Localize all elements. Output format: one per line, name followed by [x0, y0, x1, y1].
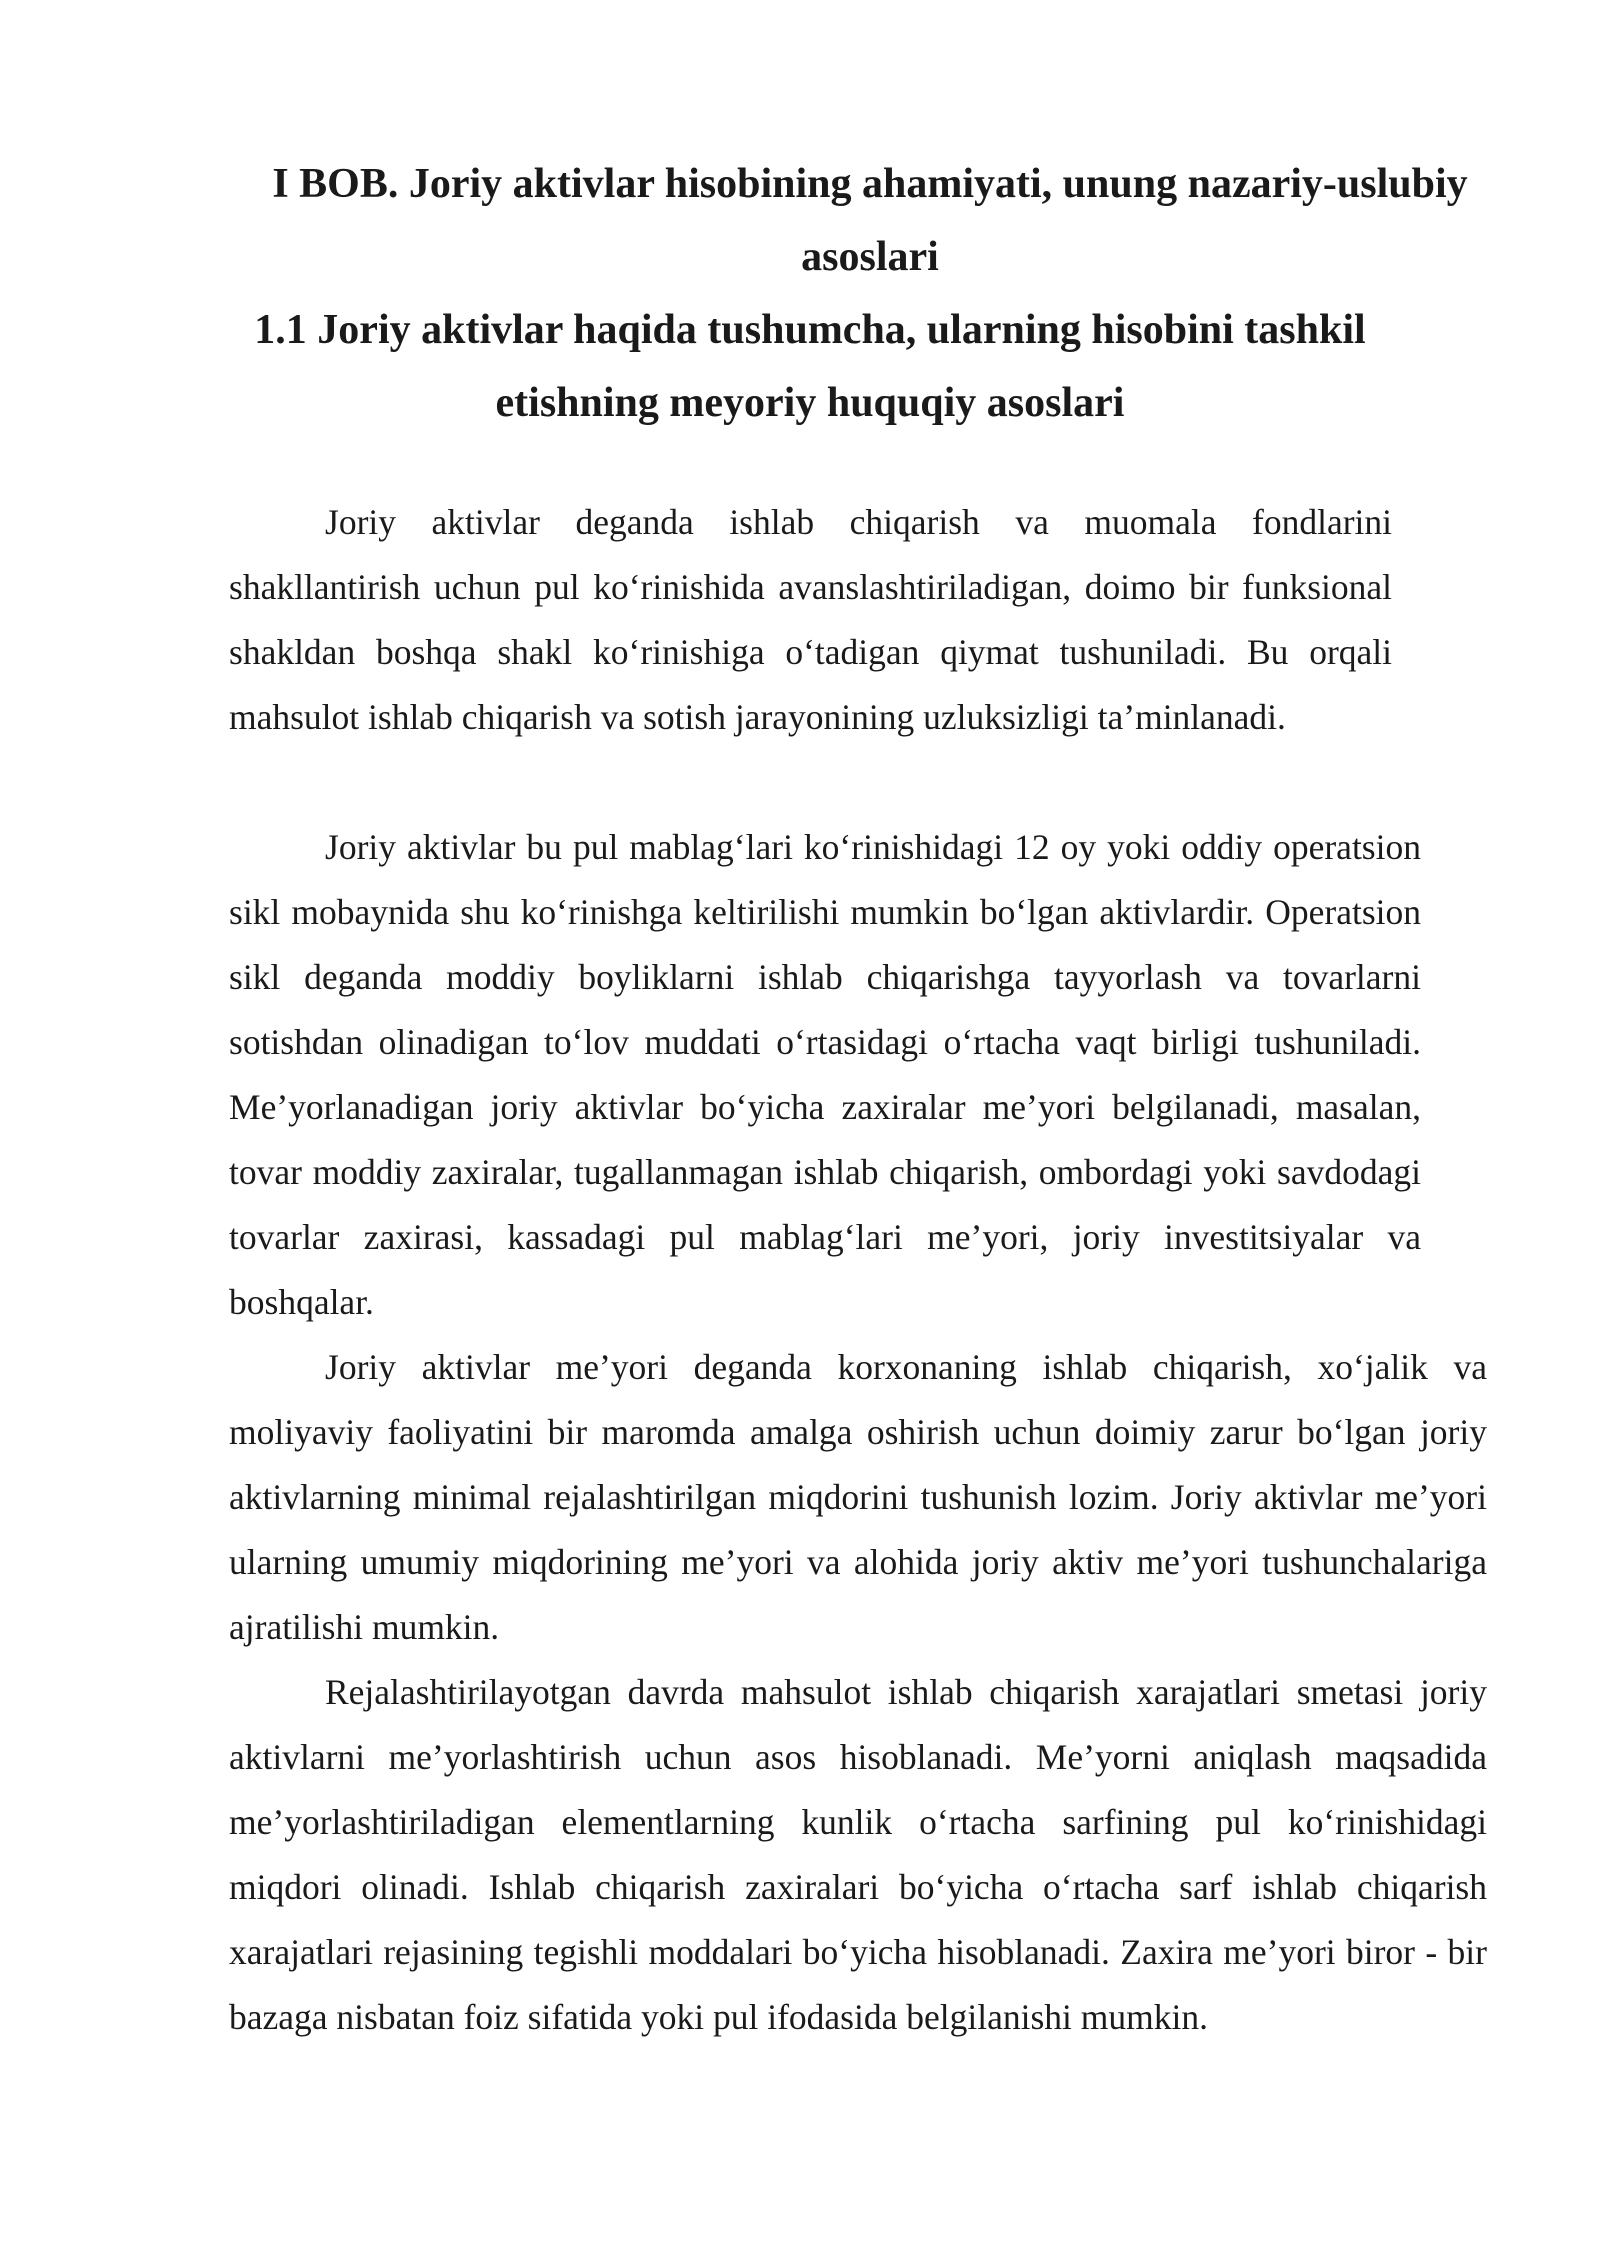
section-title: 1.1 Joriy aktivlar haqida tushumcha, ularning hisobini tashkil etishning meyoriy huquqiy asoslari	[254, 307, 1366, 426]
body-paragraph: Joriy aktivlar bu pul mablag‘lari ko‘rinishidagi 12 oy yoki oddiy operatsion sikl mobaynida shu ko‘rinishga keltirilishi mumkin bo‘lgan aktivlardir. Operatsion sikl deganda moddiy boyliklarni ishlab chiqarishga tayyorlash va tovarlarni sotishdan olinadigan to‘lov muddati o‘rtasidagi o‘rtacha vaqt birligi tushuniladi. Me’yorlanadigan joriy aktivlar bo‘yicha zaxiralar me’yori belgilanadi, masalan, tovar moddiy zaxiralar, tugallanmagan ishlab chiqarish, ombordagi yoki savdodagi tovarlar zaxirasi, kassadagi pul mablag‘lari me’yori, joriy investitsiyalar va boshqalar.	[229, 827, 1421, 1322]
chapter-title: I BOB. Joriy aktivlar hisobining ahamiyati, unung nazariy-uslubiy asoslari	[272, 161, 1468, 280]
body-paragraph: Joriy aktivlar deganda ishlab chiqarish va muomala fondlarini shakllantirish uchun pul ko‘rinishida avanslashtiriladigan, doimo bir funksional shakldan boshqa shakl ko‘rinishiga o‘tadigan qiymat tushuniladi. Bu orqali mahsulot ishlab chiqarish va sotish jarayonining uzluksizligi ta’minlanadi.	[229, 502, 1392, 737]
body-paragraph: Rejalashtirilayotgan davrda mahsulot ishlab chiqarish xarajatlari smetasi joriy aktivlarni me’yorlashtirish uchun asos hisoblanadi. Me’yorni aniqlash maqsadida me’yorlashtiriladigan elementlarning kunlik o‘rtacha sarfining pul ko‘rinishidagi miqdori olinadi. Ishlab chiqarish zaxiralari bo‘yicha o‘rtacha sarf ishlab chiqarish xarajatlari rejasining tegishli moddalari bo‘yicha hisoblanadi. Zaxira me’yori biror - bir bazaga nisbatan foiz sifatida yoki pul ifodasida belgilanishi mumkin.	[229, 1672, 1487, 2037]
body-paragraph: Joriy aktivlar me’yori deganda korxonaning ishlab chiqarish, xo‘jalik va moliyaviy faoliyatini bir maromda amalga oshirish uchun doimiy zarur bo‘lgan joriy aktivlarning minimal rejalashtirilgan miqdorini tushunish lozim. Joriy aktivlar me’yori ularning umumiy miqdorining me’yori va alohida joriy aktiv me’yori tushunchalariga ajratilishi mumkin.	[229, 1347, 1487, 1647]
